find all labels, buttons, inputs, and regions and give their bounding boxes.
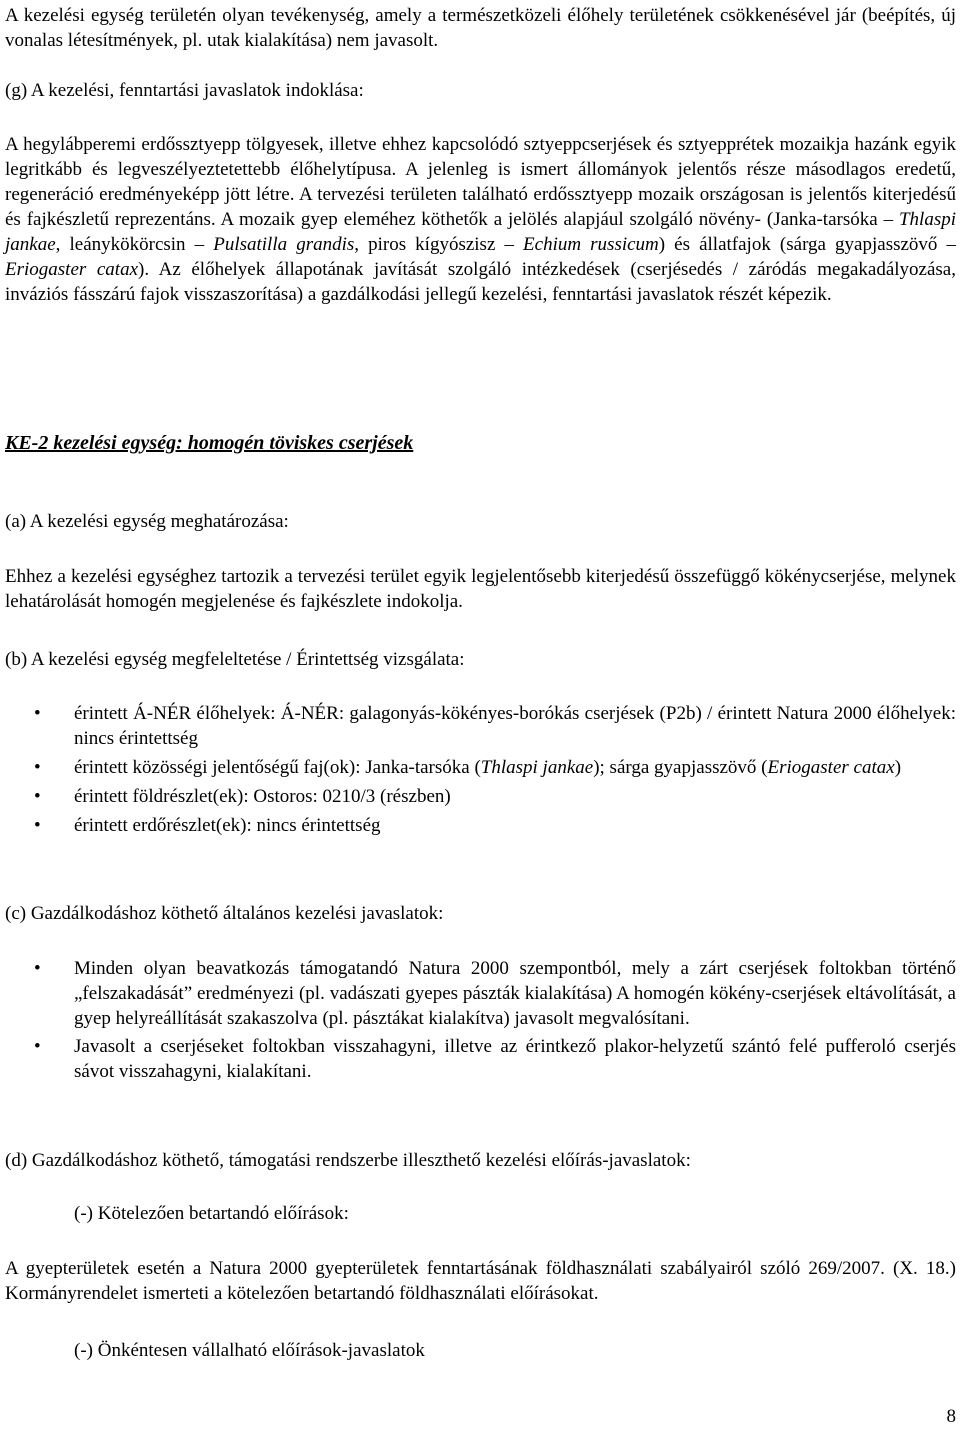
mandatory-rules-paragraph: A gyepterületek esetén a Natura 2000 gyepterületek fenntartásának földhasználati szabályairól szóló 269/2007. (X. 18.) Kormányrendelet ismerteti a kötelezően betartandó földhasználati előírásokat.	[5, 1258, 956, 1304]
mandatory-rules-heading: (-) Kötelezően betartandó előírások:	[74, 1203, 349, 1224]
list-item-text: érintett Á-NÉR élőhelyek: Á-NÉR: galagonyás-kökényes-borókás cserjések (P2b) / érintett Natura 2000 élőhelyek: nincs érintettség	[74, 703, 956, 749]
species-name: Eriogaster catax	[5, 259, 139, 280]
species-name: Eriogaster catax	[767, 757, 895, 778]
list-item	[0, 784, 956, 809]
section-g-paragraph: A hegylábperemi erdőssztyepp tölgyesek, illetve ehhez kapcsolódó sztyeppcserjések és sztyepprétek mozaikja hazánk egyik legritkább és legveszélyeztetettebb élőhelytípusa. A jelenleg is ismert állományok jelentős része másodlagos eredetű, regeneráció eredményeképp jött létre. A tervezési területen található erdőssztyepp mozaik országosan is jelentős kiterjedésű és fajkészletű reprezentáns. A mozaik gyep eleméhez köthetők a jelölés alapjául szolgáló növény- (Janka-tarsóka – Thlaspi jankae, leánykökörcsin – Pulsatilla grandis, piros kígyószisz – Echium russicum) és állatfajok (sárga gyapjasszövő – Eriogaster catax). Az élőhelyek állapotának javítását szolgáló intézkedések (cserjésedés / záródás megakadályozása, inváziós fásszárú fajok visszaszorítása) a gazdálkodási jellegű kezelési, fenntartási javaslatok részét képezik.	[5, 134, 957, 305]
species-name: Echium russicum	[523, 234, 659, 255]
list-item-text: Minden olyan beavatkozás támogatandó Natura 2000 szempontból, mely a zárt cserjések foltokban történő „felszakadását” eredményezi (pl. vadászati gyepes pászták kialakítása) A homogén kökény-cserjések eltávolítását, a gyep helyreállítását szakaszolva (pl. pásztákat kialakítva) javasolt megvalósítani.	[74, 958, 956, 1029]
voluntary-rules-heading: (-) Önkéntesen vállalható előírások-javaslatok	[74, 1340, 425, 1361]
text-run: )	[894, 757, 902, 778]
species-name: Thlaspi jankae	[5, 209, 957, 255]
species-name: Thlaspi jankae	[480, 757, 594, 778]
section-b-list	[0, 701, 956, 842]
bullet-icon: •	[34, 703, 41, 724]
bullet-icon: •	[34, 786, 41, 807]
section-g-heading: (g) A kezelési, fenntartási javaslatok indoklása:	[5, 80, 364, 101]
list-item-text: érintett földrészlet(ek): Ostoros: 0210/3 (részben)	[74, 786, 451, 807]
text-run: érintett közösségi jelentőségű faj(ok): Janka-tarsóka (	[74, 757, 481, 778]
list-item	[0, 956, 956, 1031]
bullet-icon: •	[34, 815, 41, 836]
text-run: ); sárga gyapjasszövő (	[593, 757, 768, 778]
list-item	[0, 701, 956, 751]
species-name: Pulsatilla grandis	[213, 234, 355, 255]
bullet-icon: •	[34, 1036, 41, 1057]
text-run: ) és állatfajok (sárga gyapjasszövő	[658, 234, 947, 255]
text-run: , piros kígyószisz	[354, 234, 505, 255]
list-item	[0, 813, 956, 838]
list-item	[0, 755, 956, 780]
bullet-icon: •	[34, 958, 41, 979]
section-d-heading: (d) Gazdálkodáshoz köthető, támogatási rendszerbe illeszthető kezelési előírás-javaslatok:	[5, 1150, 691, 1171]
list-item-text: érintett erdőrészlet(ek): nincs érintettség	[74, 815, 381, 836]
list-item-text: Javasolt a cserjéseket foltokban visszahagyni, illetve az érintkező plakor-helyzetű szántó felé pufferoló cserjés sávot visszahagyni, kialakítani.	[74, 1036, 956, 1082]
section-a-heading: (a) A kezelési egység meghatározása:	[5, 511, 289, 532]
intro-paragraph: A kezelési egység területén olyan tevékenység, amely a természetközeli élőhely területének csökkenésével jár (beépítés, új vonalas létesítmények, pl. utak kialakítása) nem javasolt.	[5, 5, 956, 51]
section-c-heading: (c) Gazdálkodáshoz köthető általános kezelési javaslatok:	[5, 903, 444, 924]
ke2-section-title: KE-2 kezelési egység: homogén töviskes cserjések	[5, 432, 414, 454]
page-number: 8	[946, 1406, 956, 1427]
text-run: , leánykökörcsin	[55, 234, 195, 255]
section-a-paragraph: Ehhez a kezelési egységhez tartozik a tervezési terület egyik legjelentősebb kiterjedésű összefüggő kökénycserjése, melynek lehatárolását homogén megjelenése és fajkészlete indokolja.	[5, 566, 956, 612]
bullet-icon: •	[34, 757, 41, 778]
section-c-list	[0, 956, 956, 1087]
text-run: ). Az élőhelyek állapotának javítását szolgáló intézkedések (cserjésedés / záródás megakadályozása, inváziós fásszárú fajok visszaszorítása) a gazdálkodási jellegű kezelési, fenntartási javaslatok részét képezik.	[5, 259, 956, 305]
text-run: A hegylábperemi erdőssztyepp tölgyesek, illetve ehhez kapcsolódó sztyeppcserjések és sztyepprétek mozaikja hazánk egyik legritkább és legveszélyeztetettebb élőhelytípusa. A jelenleg is ismert állományok jelentős része másodlagos eredetű, regeneráció eredményeképp jött létre. A tervezési területen található erdőssztyepp mozaik országosan is jelentős kiterjedésű és fajkészletű reprezentáns. A mozaik gyep eleméhez köthetők a jelölés alapjául szolgáló növény- (Janka-tarsóka	[5, 134, 956, 230]
list-item	[0, 1034, 956, 1084]
section-b-heading: (b) A kezelési egység megfeleltetése / Érintettség vizsgálata:	[5, 649, 465, 670]
